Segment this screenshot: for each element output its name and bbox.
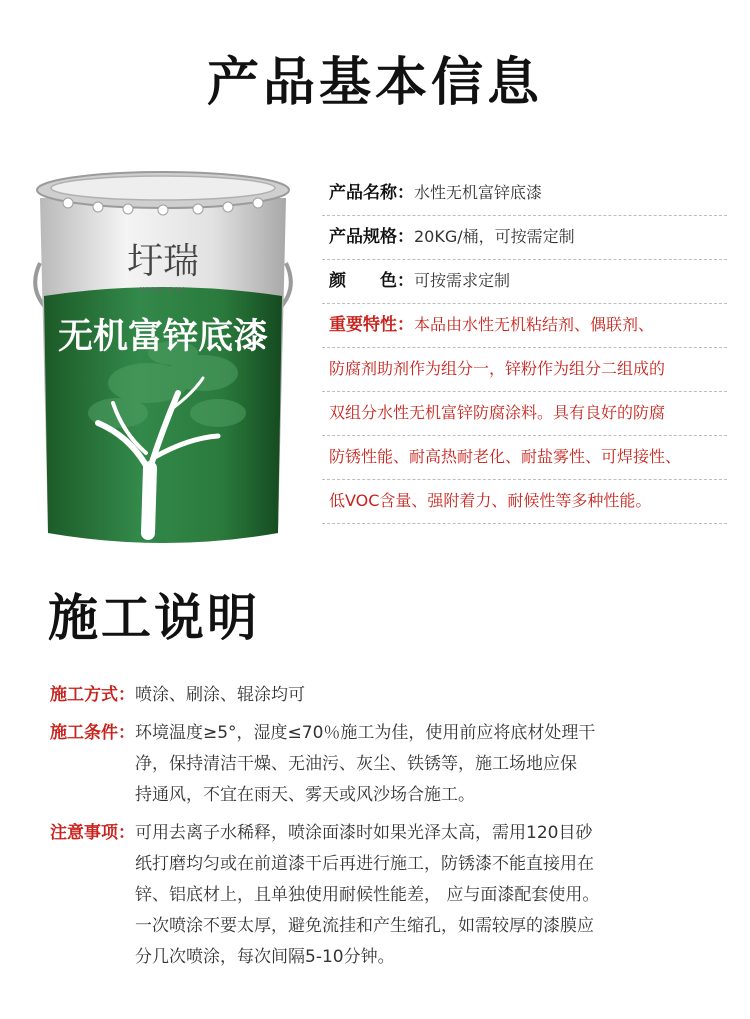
method-label: 施工方式：	[50, 685, 135, 705]
can-label: 无机富锌底漆	[57, 317, 269, 357]
spec-name-value: 水性无机富锌底漆	[414, 183, 543, 202]
spec-name-label: 产品名称：	[329, 183, 414, 203]
product-can-image	[28, 168, 298, 548]
brand-pinyin: XIAN RUI	[139, 286, 187, 294]
condition-label: 施工条件：	[50, 723, 135, 743]
spec-feature-line: 双组分水性无机富锌防腐涂料。具有良好的防腐	[322, 392, 727, 436]
method-paragraph	[50, 680, 730, 711]
spec-feature-line: 防锈性能、耐高热耐老化、耐盐雾性、可焊接性、	[322, 436, 727, 480]
notes-line: 一次喷涂不要太厚，避免流挂和产生缩孔，如需较厚的漆膜应	[135, 916, 594, 936]
spec-spec-value: 20KG/桶，可按需定制	[414, 227, 575, 246]
page-title: 产品基本信息	[206, 53, 543, 113]
notes-line: 可用去离子水稀释，喷涂面漆时如果光泽太高，需用120目砂	[135, 823, 593, 843]
notes-line: 锌、铝底材上，且单独使用耐候性能差， 应与面漆配套使用。	[135, 885, 600, 905]
notes-line: 纸打磨均匀或在前道漆干后再进行施工，防锈漆不能直接用在	[135, 854, 594, 874]
spec-color-label: 颜 色：	[329, 271, 414, 291]
spec-feature-line: 防腐剂助剂作为组分一，锌粉作为组分二组成的	[322, 348, 727, 392]
spec-feature-line: 低VOC含量、强附着力、耐候性等多种性能。	[322, 480, 727, 524]
condition-line: 环境温度≥5°，湿度≤70％施工为佳，使用前应将底材处理干	[135, 723, 596, 743]
notes-paragraph	[50, 818, 730, 973]
spec-feature-line: 本品由水性无机粘结剂、偶联剂、	[414, 315, 655, 334]
notes-label: 注意事项：	[50, 823, 135, 843]
spec-color-value: 可按需求定制	[414, 271, 511, 290]
spec-row-color	[322, 260, 727, 304]
spec-feature-label: 重要特性：	[329, 315, 414, 335]
condition-line: 净，保持清洁干燥、无油污、灰尘、铁锈等，施工场地应保	[135, 754, 577, 774]
spec-spec-label: 产品规格：	[329, 227, 414, 247]
notes-line: 分几次喷涂，每次间隔5-10分钟。	[135, 947, 395, 967]
method-line: 喷涂、刷涂、辊涂均可	[135, 685, 305, 705]
spec-row-name	[322, 172, 727, 216]
construction-title: 施工说明	[48, 589, 260, 647]
spec-row-spec	[322, 216, 727, 260]
brand-text: 圩瑞	[126, 241, 200, 282]
construction-instructions	[50, 680, 730, 980]
spec-row-feature	[322, 304, 727, 348]
condition-line: 持通风，不宜在雨天、雾天或风沙场合施工。	[135, 785, 475, 805]
condition-paragraph	[50, 718, 730, 811]
spec-table	[322, 172, 727, 524]
